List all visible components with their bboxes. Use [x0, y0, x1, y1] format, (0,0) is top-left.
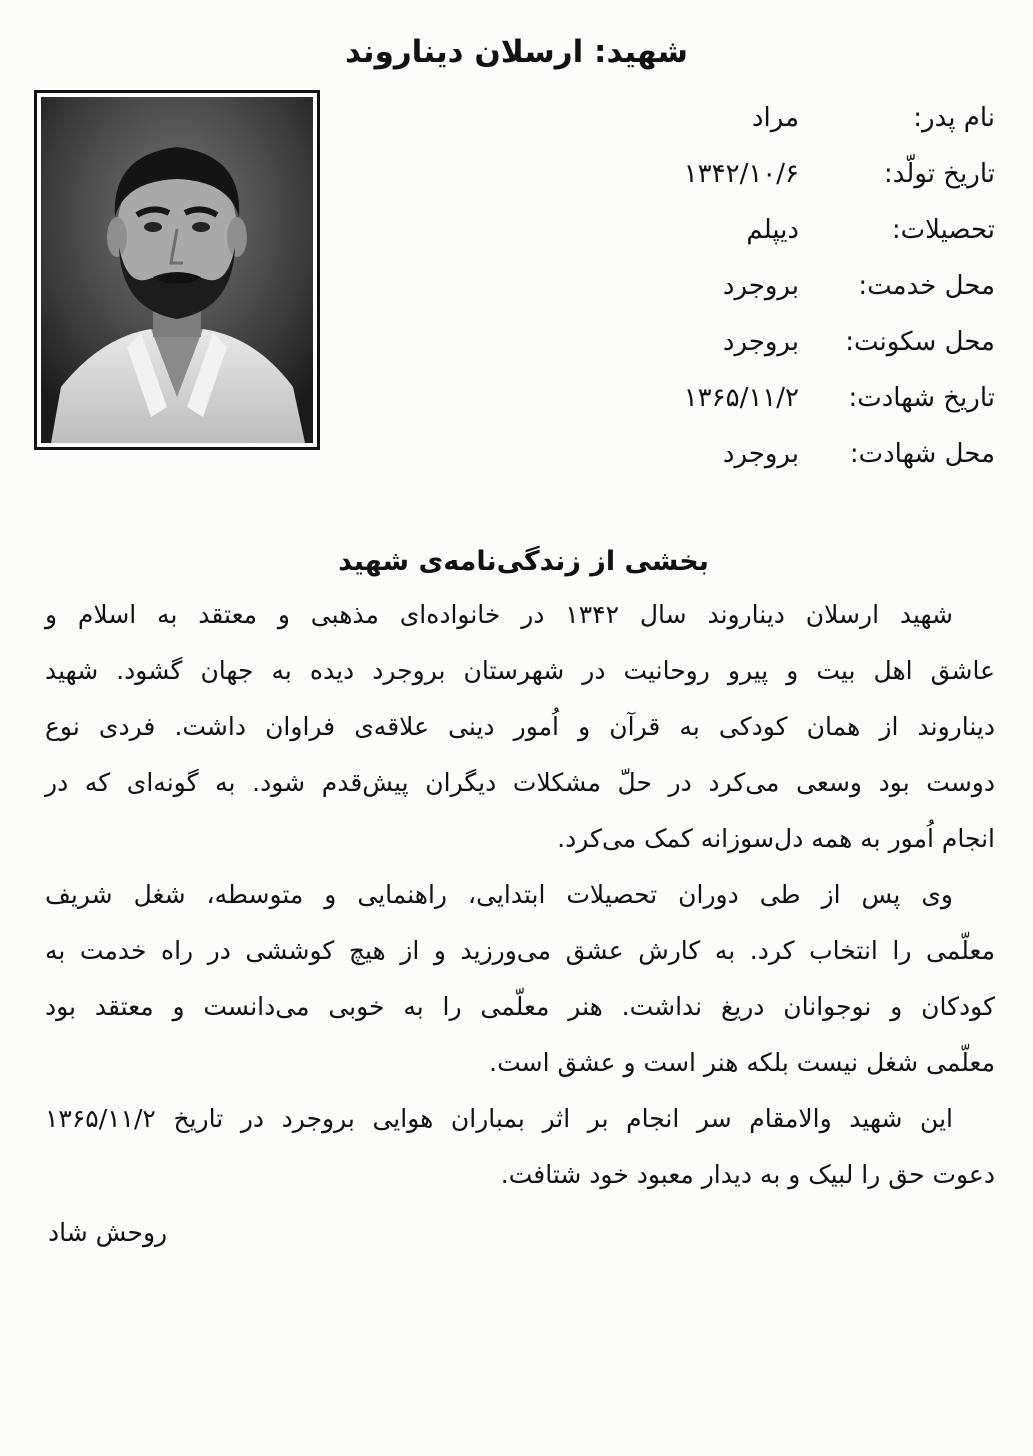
info-row-residence — [635, 322, 995, 362]
info-label: تاریخ شهادت: — [848, 383, 995, 413]
info-value: بروجرد — [722, 327, 799, 357]
biography-line: کودکان و نوجوانان دریغ نداشت. هنر معلّمی را به خوبی می‌دانست و معتقد بود — [45, 992, 995, 1021]
biography-line: عاشق اهل بیت و پیرو روحانیت در شهرستان بروجرد دیده به جهان گشود. شهید — [45, 656, 995, 685]
info-label: تحصیلات: — [891, 215, 995, 245]
info-label: نام پدر: — [913, 103, 995, 133]
biography-line: وی پس از طی دوران تحصیلات ابتدایی، راهنمایی و متوسطه، شغل شریف — [45, 880, 953, 909]
biography-line: معلّمی شغل نیست بلکه هنر است و عشق است. — [489, 1048, 995, 1077]
biography-line: انجام اُمور به همه دل‌سوزانه کمک می‌کرد. — [557, 824, 995, 853]
portrait-image — [41, 97, 313, 443]
info-label: تاریخ تولّد: — [884, 159, 995, 189]
portrait-photo — [34, 90, 320, 450]
closing-signature: روحش شاد — [48, 1218, 168, 1247]
info-row-martyrdom-date — [635, 378, 995, 418]
biography-line: دیناروند از همان کودکی به قرآن و اُمور دینی علاقه‌ی فراوان داشت. فردی نوع — [45, 712, 995, 741]
info-label: محل شهادت: — [849, 439, 995, 469]
biography-line: معلّمی را انتخاب کرد. به کارش عشق می‌ورزید و از هیچ کوششی در راه خدمت به — [45, 936, 995, 965]
info-row-father — [635, 98, 995, 138]
info-value: ۱۳۴۲/۱۰/۶ — [683, 159, 799, 189]
info-row-service-place — [635, 266, 995, 306]
info-value: بروجرد — [722, 271, 799, 301]
info-label: محل سکونت: — [845, 327, 995, 357]
biography-line: دعوت حق را لبیک و به دیدار معبود خود شتافت. — [500, 1160, 995, 1189]
biography-line: شهید ارسلان دیناروند سال ۱۳۴۲ در خانواده‌ای مذهبی و معتقد به اسلام و — [45, 600, 954, 629]
biography-line: دوست بود وسعی می‌کرد در حلّ مشکلات دیگران پیش‌قدم شود. به گونه‌ای که در — [45, 768, 995, 797]
info-value: بروجرد — [722, 439, 799, 469]
martyr-name-title: شهید: ارسلان دیناروند — [345, 34, 688, 70]
biography-line: این شهید والامقام سر انجام بر اثر بمباران هوایی بروجرد در تاریخ ۱۳۶۵/۱۱/۲ — [45, 1104, 953, 1133]
info-value: دیپلم — [746, 215, 799, 245]
info-value: ۱۳۶۵/۱۱/۲ — [683, 383, 799, 413]
info-row-martyrdom-place — [635, 434, 995, 474]
biography-heading: بخشی از زندگی‌نامه‌ی شهید — [338, 546, 709, 577]
info-row-birth-date — [635, 154, 995, 194]
info-row-education — [635, 210, 995, 250]
info-label: محل خدمت: — [858, 271, 995, 301]
info-value: مراد — [751, 103, 799, 133]
